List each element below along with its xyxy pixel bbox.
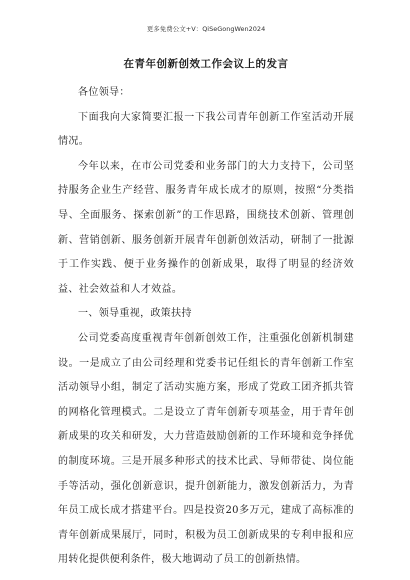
paragraph-overview: 今年以来，在市公司党委和业务部门的大力支持下，公司坚持服务企业生产经营、服务青年成长成才的原则，按照“分类指导、全面服务、探索创新”的工作思路，围绕技术创新、管理创新、营销创新、服务创新开展青年创新创效活动，研制了一批源于工作实践、便于业务操作的创新成果，取得了明显的经济效益、社会效益和人才效益。	[58, 160, 354, 295]
salutation: 各位领导：	[78, 87, 130, 98]
header-banner: 更多免费公文+V：QiSeGongWen2024	[146, 25, 266, 33]
paragraph-section-1: 公司党委高度重视青年创新创效工作，注重强化创新机制建设。一是成立了由公司经理和党委书记任组长的青年创新工作室活动领导小组，制定了活动实施方案，形成了党政工团齐抓共管的网格化管理模式。二是设立了青年创新专项基金，用于青年创新成果的攻关和研发，大力营造鼓励创新的工作环境和竞争择优的制度环境。三是开展多种形式的技术比武、导师带徒、岗位能手等活动，强化创新意识，提升创新能力，激发创新活力，为青年员工成长成才搭建平台。四是投资20多万元，建成了高标准的青年创新成果展厅，同时，积极为员工创新成果的专利申报和应用转化提供便利条件，极大地调动了员工的创新热情。	[58, 332, 354, 566]
paragraph-intro: 下面我向大家简要汇报一下我公司青年创新工作室活动开展情况。	[58, 111, 354, 148]
document-title: 在青年创新创效工作会议上的发言	[123, 58, 289, 70]
section-heading-1: 一、领导重视，政策扶持	[78, 308, 192, 320]
